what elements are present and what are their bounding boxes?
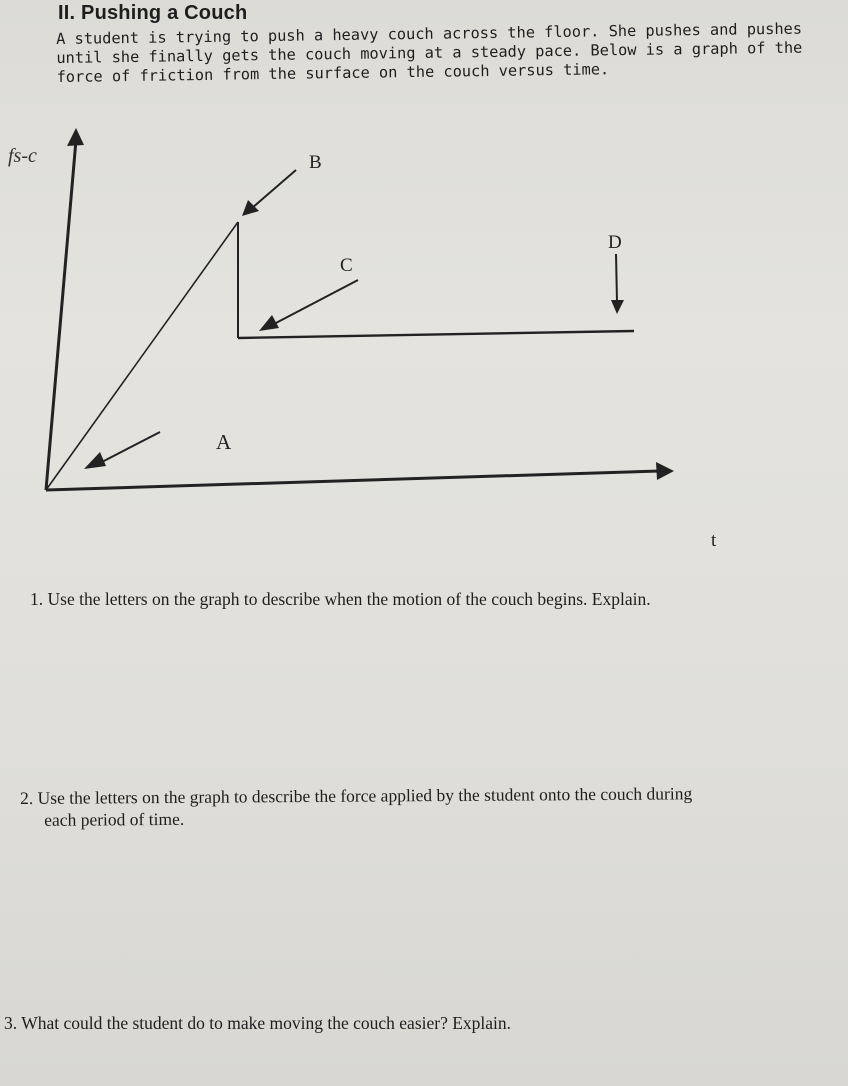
- question-3: [4, 1012, 824, 1034]
- arrow-b-head: [242, 200, 259, 216]
- y-axis-label: fs-c: [8, 145, 37, 167]
- friction-graph: [0, 120, 848, 560]
- arrow-a-head: [84, 452, 106, 469]
- arrow-d-head: [611, 300, 624, 314]
- question-2: [20, 781, 846, 831]
- question-3-number: 3.: [4, 1013, 18, 1033]
- question-1-text: Use the letters on the graph to describe when the motion of the couch begins. Explain.: [47, 589, 651, 609]
- arrow-c-shaft: [274, 280, 358, 324]
- graph-label-d: D: [608, 232, 622, 253]
- x-axis-line: [46, 471, 660, 490]
- question-3-text: What could the student do to make moving the couch easier? Explain.: [21, 1013, 512, 1033]
- arrow-b-shaft: [252, 170, 296, 208]
- y-axis-line: [46, 140, 76, 490]
- graph-label-a: A: [216, 430, 232, 454]
- arrow-c-head: [259, 315, 279, 331]
- question-2-number: 2.: [20, 787, 34, 808]
- arrow-a-shaft: [100, 432, 160, 463]
- x-axis-arrowhead: [656, 462, 674, 480]
- y-axis-arrowhead: [67, 128, 84, 146]
- arrow-d-shaft: [616, 254, 617, 302]
- static-friction-ramp: [46, 222, 238, 490]
- section-title: II. Pushing a Couch: [58, 2, 248, 24]
- question-1-number: 1.: [30, 589, 44, 609]
- x-axis-label: t: [711, 530, 717, 551]
- graph-label-c: C: [340, 255, 353, 276]
- section-intro: A student is trying to push a heavy couch across the floor. She pushes and pushes until she finally gets the couch moving at a steady pace. Below is a graph of the force of friction from the surface on the couch versus time.: [56, 19, 803, 86]
- question-2-text-line1: Use the letters on the graph to describe the force applied by the student onto the couch during: [37, 783, 693, 808]
- kinetic-friction-level: [238, 331, 634, 338]
- graph-label-b: B: [309, 152, 322, 173]
- question-1: [30, 588, 830, 610]
- question-2-text-line2: each period of time.: [44, 808, 185, 830]
